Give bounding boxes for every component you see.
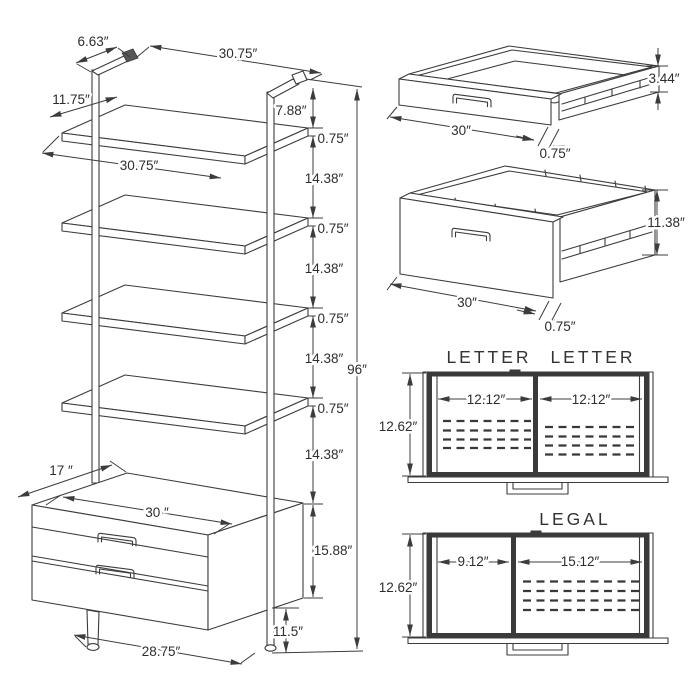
dim-legal-right-width: 15.12″ (560, 554, 600, 569)
dim-legal-left-width: 9.12″ (457, 554, 489, 569)
dim-shelf-gap-2: 14.38″ (304, 261, 344, 276)
dim-deep-drawer-thickness: 0.75″ (544, 319, 576, 334)
drawer-front-edge (408, 477, 668, 483)
dim-top-width: 30.75″ (218, 46, 258, 61)
cabinet-front-leg (87, 610, 99, 650)
shallow-drawer-figure (387, 46, 680, 161)
dim-total-height: 96″ (347, 362, 367, 377)
dim-shelf-thickness-4: 0.75″ (317, 401, 349, 416)
dim-legal-depth: 12.62″ (378, 580, 418, 595)
dim-shelf-thickness-1: 0.75″ (317, 131, 349, 146)
right-rail (644, 372, 650, 477)
dim-letter-left-width: 12.12″ (466, 392, 506, 407)
legal-title: LEGAL (539, 509, 611, 529)
left-wall-bracket (92, 49, 138, 75)
right-post-foot (265, 645, 276, 651)
dim-base-width: 28.75″ (141, 644, 181, 659)
dim-top-gap: 7.88″ (275, 103, 307, 118)
letter-file-layout (379, 347, 668, 494)
dim-letter-depth: 12.62″ (378, 419, 418, 434)
dim-letter-right-width: 12.12″ (571, 392, 611, 407)
dim-deep-drawer-height: 11.38″ (647, 215, 685, 230)
divider (511, 533, 516, 638)
left-rail (427, 372, 433, 477)
letter-title-right: LETTER (550, 347, 636, 367)
dim-cabinet-height: 15.88″ (313, 543, 353, 558)
dim-cabinet-width: 30 ″ (145, 505, 169, 520)
center-divider (533, 372, 538, 477)
dim-shelf-gap-3: 14.38″ (304, 351, 344, 366)
right-rail (644, 533, 650, 638)
right-wall-bracket (267, 71, 307, 98)
dim-shallow-drawer-width: 30″ (451, 123, 471, 138)
file-frame (423, 533, 653, 638)
dim-shelf-thickness-3: 0.75″ (317, 311, 349, 326)
legal-file-layout (379, 509, 668, 655)
dim-shelf-gap-4: 14.38″ (304, 447, 344, 462)
dim-floor-clearance: 11.5″ (272, 624, 304, 639)
drawer-pull (507, 644, 568, 656)
right-post (267, 92, 274, 645)
dim-wall-depth: 11.75″ (52, 92, 90, 107)
legal-dimensions (379, 534, 642, 637)
letter-dimensions (379, 373, 642, 476)
left-post (92, 70, 99, 483)
letter-title-left: LETTER (446, 347, 532, 367)
drawer-pull (507, 483, 568, 495)
deep-drawer-figure (387, 166, 685, 334)
dim-deep-drawer-width: 30″ (457, 295, 477, 310)
dim-shelf-gap-1: 14.38″ (304, 171, 344, 186)
dim-shallow-drawer-height: 3.44″ (648, 71, 680, 86)
hanging-files-right (545, 427, 640, 455)
dim-shelf-width: 30.75″ (119, 158, 159, 173)
dim-bracket-depth: 6.63″ (77, 34, 109, 49)
hanging-files-left (443, 421, 531, 448)
dim-shallow-drawer-thickness: 0.75″ (539, 146, 571, 161)
drawer-cabinet (32, 473, 303, 650)
hanging-files-right (523, 582, 640, 611)
shelf-unit-figure (18, 34, 367, 664)
dim-cabinet-depth: 17 ″ (49, 463, 73, 478)
left-rail (427, 533, 433, 638)
drawer-front-edge (408, 638, 668, 644)
dim-shelf-thickness-2: 0.75″ (317, 221, 349, 236)
